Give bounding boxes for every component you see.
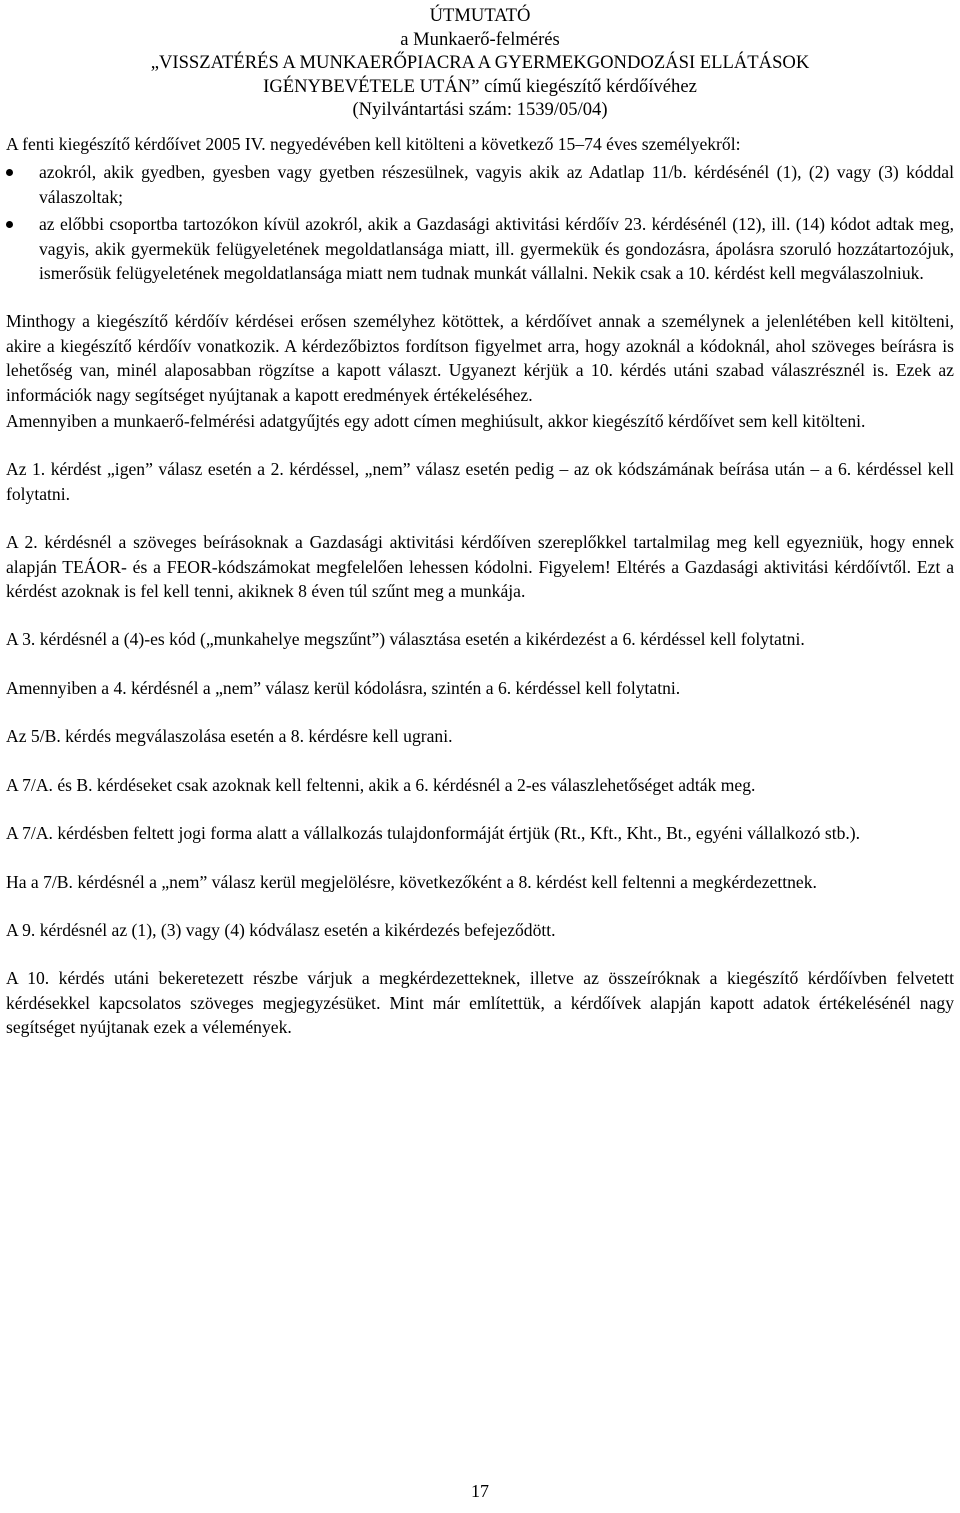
paragraph-failed-collection: Amennyiben a munkaerő-felmérési adatgyűjtés egy adott címen meghiúsult, akkor kiegészítő kérdőívet sem kell kitölteni. [6,411,866,432]
bullet-icon [6,169,13,176]
paragraph-question-10: A 10. kérdés utáni bekeretezett részbe várjuk a megkérdezetteknek, illetve az összeíróknak a kiegészítő kérdőívben felvetett kérdésekkel kapcsolatos szöveges megjegyzésüket. Mint már említettük, a kérdőívek alapján kapott adatok értékelésénél nagy segítséget nyújtanak ezek a vélemények. [6,968,954,1038]
list-item-text: az előbbi csoportba tartozókon kívül azokról, akik a Gazdasági aktivitási kérdőív 23. kérdésénél (12), ill. (14) kódot adtak meg, vagyis, akik gyermekük felügyeletének megoldatlansága miatt, ill. gyermekük és gondozásra, ápolásra szoruló hozzátartozójuk, ismerősük felügyeletének megoldatlansága miatt nem tudnak munkát vállalni. Nekik csak a 10. kérdést kell megválaszolniuk. [39,214,954,283]
paragraph-question-3: A 3. kérdésnél a (4)-es kód („munkahelye megszűnt”) választása esetén a kikérdezést a 6. kérdéssel kell folytatni. [6,629,805,650]
paragraph-question-7b: Ha a 7/B. kérdésnél a „nem” válasz kerül megjelölésre, következőként a 8. kérdést kell feltenni a megkérdezettnek. [6,871,817,892]
list-item-text: azokról, akik gyedben, gyesben vagy gyetben részesülnek, vagyis akik az Adatlap 11/b. kérdésénél (1), (2) vagy (3) kóddal válaszoltak; [39,162,954,207]
list-item [6,212,954,285]
page-number: 17 [471,1481,489,1501]
paragraph-question-5b: Az 5/B. kérdés megválaszolása esetén a 8. kérdésre kell ugrani. [6,726,453,747]
paragraph-question-9: A 9. kérdésnél az (1), (3) vagy (4) kódválasz esetén a kikérdezés befejeződött. [6,919,556,940]
document-header [6,4,954,122]
header-title: ÚTMUTATÓ [429,5,531,26]
paragraph-personal-filling: Minthogy a kiegészítő kérdőív kérdései erősen személyhez kötöttek, a kérdőívet annak a személynek a jelenlétében kell kitölteni, akire a kiegészítő kérdőív vonatkozik. A kérdezőbiztos fordítson figyelmet arra, hogy azoknál a kódoknál, ahol szöveges beírásra is lehetőség van, minél alaposabban rögzítse a kapott választ. Ugyanezt kérjük a 10. kérdés utáni szabad válaszrésznél is. Ezek az információk nagy segítséget nyújtanak a kapott eredmények értékeléséhez. [6,311,954,405]
paragraph-question-7a: A 7/A. kérdésben feltett jogi forma alatt a vállalkozás tulajdonformáját értjük (Rt., Kft., Kht., Bt., egyéni vállalkozó stb.). [6,823,861,844]
list-item [6,160,954,209]
header-supplement-title-line2: IGÉNYBEVÉTELE UTÁN” című kiegészítő kérdőívéhez [263,75,697,97]
bullet-icon [6,221,13,228]
intro-paragraph: A fenti kiegészítő kérdőívet 2005 IV. negyedévében kell kitölteni a következő 15–74 éves személyekről: [6,133,741,154]
paragraph-question-1: Az 1. kérdést „igen” válasz esetén a 2. kérdéssel, „nem” válasz esetén pedig – az ok kódszámának beírása után – a 6. kérdéssel kell folytatni. [6,459,954,504]
header-survey-name: a Munkaerő-felmérés [400,28,560,50]
paragraph-question-7ab: A 7/A. és B. kérdéseket csak azoknak kell feltenni, akik a 6. kérdésnél a 2-es válaszlehetőséget adták meg. [6,774,756,795]
document-page [6,4,954,1040]
paragraph-question-4: Amennyiben a 4. kérdésnél a „nem” válasz kerül kódolásra, szintén a 6. kérdéssel kell folytatni. [6,677,681,698]
header-registration-number: (Nyilvántartási szám: 1539/05/04) [352,99,608,121]
header-supplement-title-line1: „VISSZATÉRÉS A MUNKAERŐPIACRA A GYERMEKGONDOZÁSI ELLÁTÁSOK [150,52,810,74]
target-group-list [6,160,954,285]
paragraph-question-2: A 2. kérdésnél a szöveges beírásoknak a Gazdasági aktivitási kérdőíven szereplőkkel tartalmilag meg kell egyezniük, hogy ennek alapján TEÁOR- és a FEOR-kódszámokat megfelelően lehessen kódolni. Figyelem! Eltérés a Gazdasági aktivitási kérdőívtől. Ezt a kérdést azoknak is fel kell tenni, akiknek 8 éven túl szűnt meg a munkája. [6,532,954,602]
